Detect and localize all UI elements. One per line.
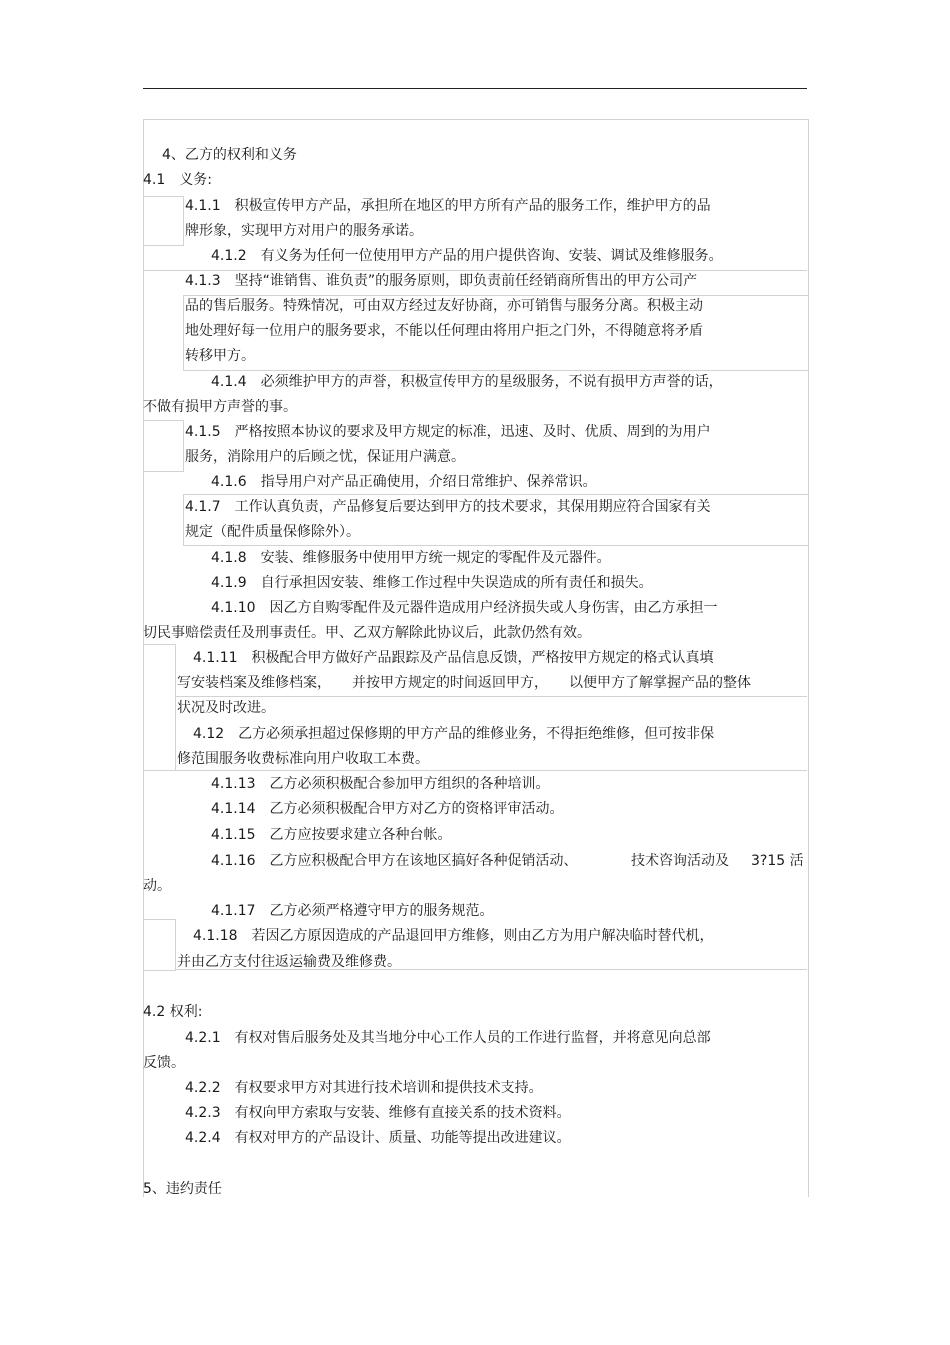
clause-4-2-1-cont: 反馈。 xyxy=(143,1055,185,1071)
clause-4-1-11: 4.1.11 积极配合甲方做好产品跟踪及产品信息反馈，严格按甲方规定的格式认真填 xyxy=(193,650,714,666)
clause-4-1-16: 4.1.16 乙方应积极配合甲方在该地区搞好各种促销活动、 xyxy=(211,853,578,869)
clause-4-1-13: 4.1.13 乙方必须积极配合参加甲方组织的各种培训。 xyxy=(211,776,550,792)
clause-4-1-3: 4.1.3 坚持“谁销售、谁负责”的服务原则，即负责前任经销商所售出的甲方公司产 xyxy=(185,273,698,289)
clause-4-12: 4.12 乙方必须承担超过保修期的甲方产品的维修业务，不得拒绝维修，但可按非保 xyxy=(193,726,715,742)
clause-4-1-11-cont-1: 写安装档案及维修档案， 并按甲方规定的时间返回甲方， 以便甲方了解掌握产品的整体 xyxy=(177,675,751,691)
clause-4-1-16-cont: 动。 xyxy=(143,878,171,894)
clause-4-1-6: 4.1.6 指导用户对产品正确使用，介绍日常维护、保养常识。 xyxy=(211,474,597,490)
clause-4-1-7: 4.1.7 工作认真负责，产品修复后要达到甲方的技术要求，其保用期应符合国家有关 xyxy=(185,499,711,515)
clause-4-1-14: 4.1.14 乙方必须积极配合甲方对乙方的资格评审活动。 xyxy=(211,801,564,817)
clause-4-1-7-cont: 规定（配件质量保修除外）。 xyxy=(185,524,360,540)
clause-4-1-11-cont-2: 状况及时改进。 xyxy=(177,700,275,716)
clause-4-1-1: 4.1.1 积极宣传甲方产品，承担所在地区的甲方所有产品的服务工作，维护甲方的品 xyxy=(185,198,711,214)
clause-4-1-16-part-3: 3?15 活 xyxy=(751,853,804,869)
clause-4-1-3-cont-3: 转移甲方。 xyxy=(185,348,255,364)
clause-4-12-cont: 修范围服务收费标准向用户收取工本费。 xyxy=(177,751,429,767)
rights-heading: 4.2 权利: xyxy=(143,1004,203,1020)
clause-4-1-4-cont: 不做有损甲方声誉的事。 xyxy=(143,399,297,415)
section-4-title: 4、乙方的权利和义务 xyxy=(162,147,297,163)
clause-4-1-3-cont-1: 品的售后服务。特殊情况，可由双方经过友好协商，亦可销售与服务分离。积极主动 xyxy=(185,298,703,314)
clause-4-1-10: 4.1.10 因乙方自购零配件及元器件造成用户经济损失或人身伤害，由乙方承担一 xyxy=(211,600,718,616)
clause-4-1-4: 4.1.4 必须维护甲方的声誉，积极宣传甲方的星级服务，不说有损甲方声誉的话， xyxy=(211,374,723,390)
clause-4-1-1-cont: 牌形象，实现甲方对用户的服务承诺。 xyxy=(185,223,423,239)
section-5-title: 5、违约责任 xyxy=(143,1181,222,1197)
clause-4-1-15: 4.1.15 乙方应按要求建立各种台帐。 xyxy=(211,827,452,843)
clause-4-1-18: 4.1.18 若因乙方原因造成的产品退回甲方维修，则由乙方为用户解决临时替代机， xyxy=(193,928,714,944)
clause-4-1-18-cont: 并由乙方支付往返运输费及维修费。 xyxy=(177,954,401,970)
obligations-heading: 4.1 义务: xyxy=(143,172,212,188)
clause-4-1-3-cont-2: 地处理好每一位用户的服务要求，不能以任何理由将用户拒之门外，不得随意将矛盾 xyxy=(185,323,703,339)
clause-4-2-4: 4.2.4 有权对甲方的产品设计、质量、功能等提出改进建议。 xyxy=(185,1130,571,1146)
clause-4-2-3: 4.2.3 有权向甲方索取与安装、维修有直接关系的技术资料。 xyxy=(185,1105,571,1121)
clause-4-2-1: 4.2.1 有权对售后服务处及其当地分中心工作人员的工作进行监督，并将意见向总部 xyxy=(185,1030,711,1046)
clause-4-1-17: 4.1.17 乙方必须严格遵守甲方的服务规范。 xyxy=(211,903,494,919)
clause-4-1-8: 4.1.8 安装、维修服务中使用甲方统一规定的零配件及元器件。 xyxy=(211,550,611,566)
clause-4-1-5-cont: 服务，消除用户的后顾之忧，保证用户满意。 xyxy=(185,449,465,465)
clause-4-1-10-cont: 切民事赔偿责任及刑事责任。甲、乙双方解除此协议后，此款仍然有效。 xyxy=(143,625,591,641)
clause-4-1-2: 4.1.2 有义务为任何一位使用甲方产品的用户提供咨询、安装、调试及维修服务。 xyxy=(211,248,723,264)
clause-4-1-16-part-2: 技术咨询活动及 xyxy=(631,853,729,869)
clause-4-1-9: 4.1.9 自行承担因安装、维修工作过程中失误造成的所有责任和损失。 xyxy=(211,575,653,591)
clause-4-1-5: 4.1.5 严格按照本协议的要求及甲方规定的标准，迅速、及时、优质、周到的为用户 xyxy=(185,424,711,440)
clause-4-2-2: 4.2.2 有权要求甲方对其进行技术培训和提供技术支持。 xyxy=(185,1080,543,1096)
header-rule xyxy=(143,88,807,89)
